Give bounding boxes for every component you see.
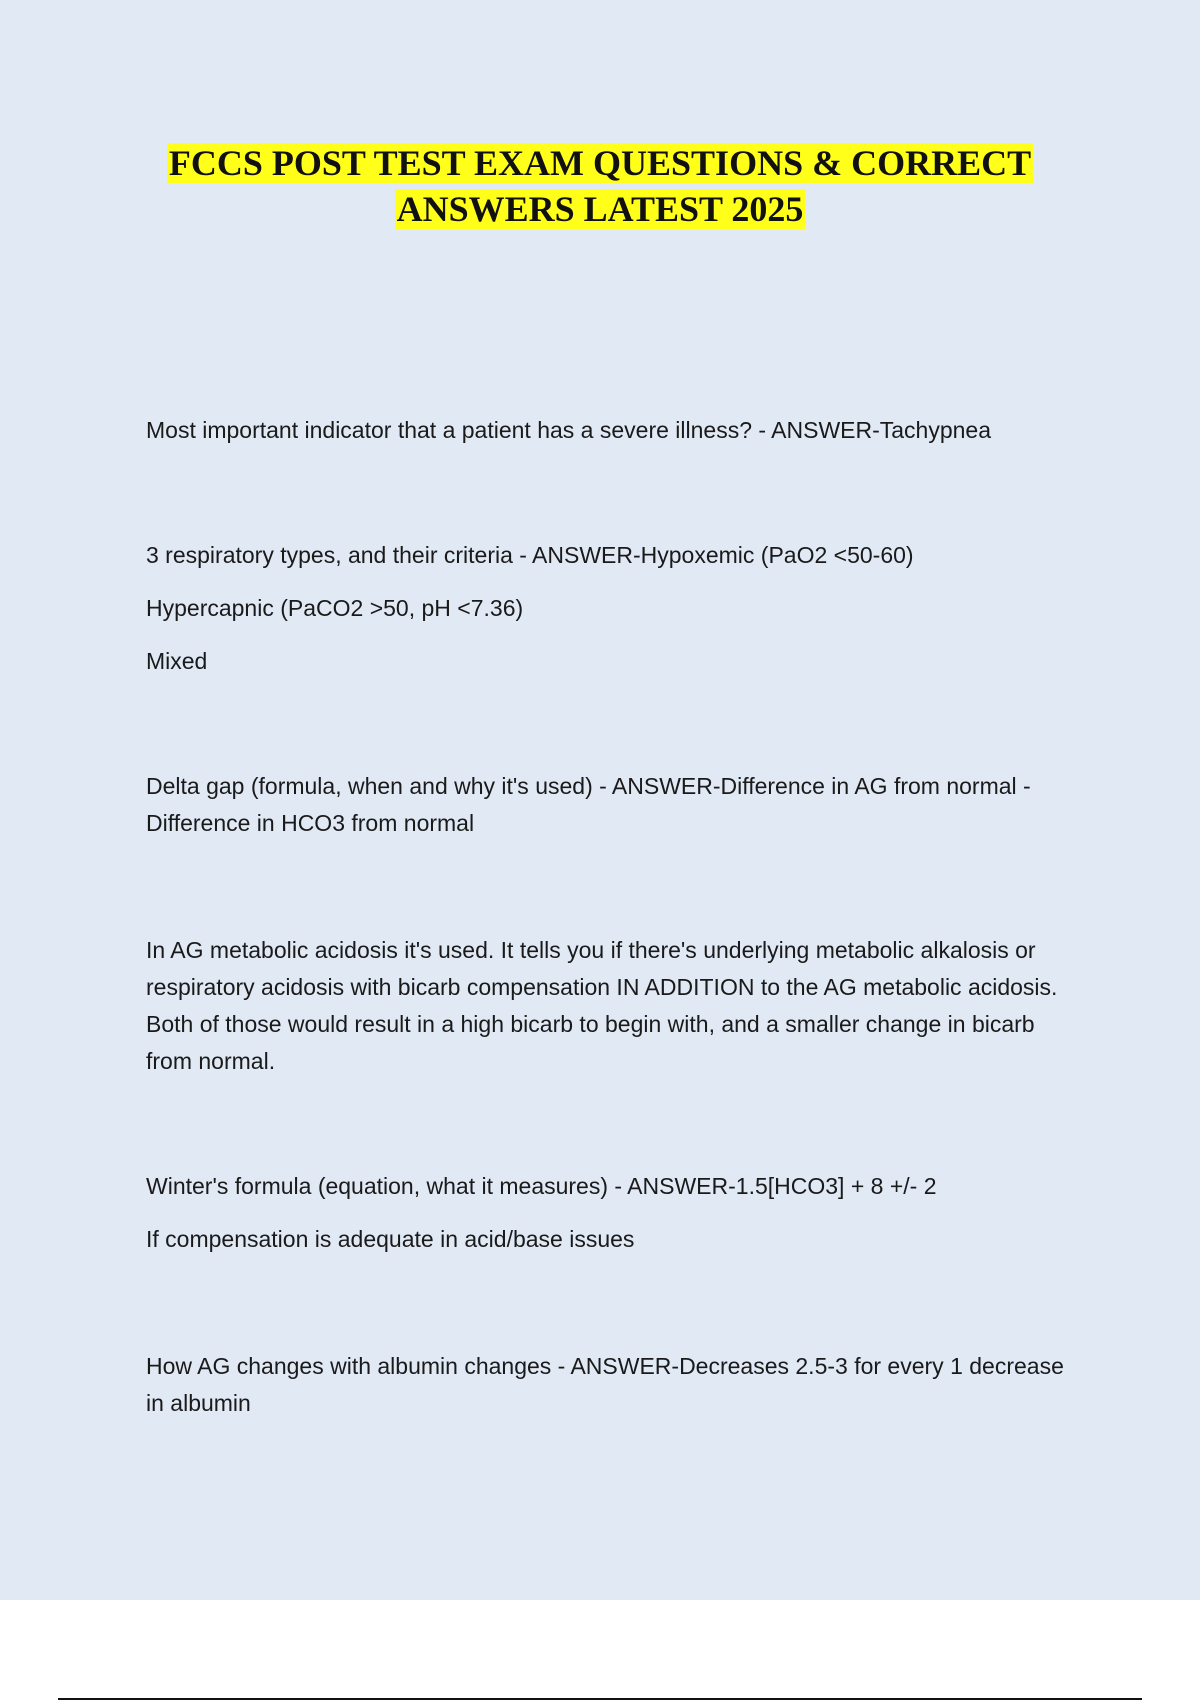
qa-text: Delta gap (formula, when and why it's used) - ANSWER-Difference in AG from normal - Difference in HCO3 from normal [146, 773, 1031, 836]
qa-text: In AG metabolic acidosis it's used. It tells you if there's underlying metabolic alkalosis or respiratory acidosis with bicarb compensation IN ADDITION to the AG metabolic acidosis. Both of those would result in a high bicarb to begin with, and a smaller change in bicarb from normal. [146, 937, 1058, 1074]
qa-text: How AG changes with albumin changes - ANSWER-Decreases 2.5-3 for every 1 decrease in albumin [146, 1353, 1064, 1416]
qa-text: Hypercapnic (PaCO2 >50, pH <7.36) [146, 595, 524, 621]
qa-text: If compensation is adequate in acid/base issues [146, 1226, 635, 1252]
qa-item [146, 537, 1086, 680]
qa-item [146, 412, 1086, 449]
qa-text: 3 respiratory types, and their criteria - ANSWER-Hypoxemic (PaO2 <50-60) [146, 542, 914, 568]
document-title [0, 140, 1200, 232]
qa-item [146, 1168, 1086, 1258]
qa-item [146, 768, 1086, 842]
qa-item [146, 1348, 1086, 1422]
title-line-2: ANSWERS LATEST 2025 [396, 189, 804, 229]
qa-text: Winter's formula (equation, what it measures) - ANSWER-1.5[HCO3] + 8 +/- 2 [146, 1173, 937, 1199]
qa-text: Most important indicator that a patient has a severe illness? - ANSWER-Tachypnea [146, 417, 992, 443]
title-line-1: FCCS POST TEST EXAM QUESTIONS & CORRECT [168, 143, 1032, 183]
qa-text: Mixed [146, 648, 208, 674]
qa-list [146, 412, 1086, 1422]
qa-item [146, 932, 1086, 1080]
